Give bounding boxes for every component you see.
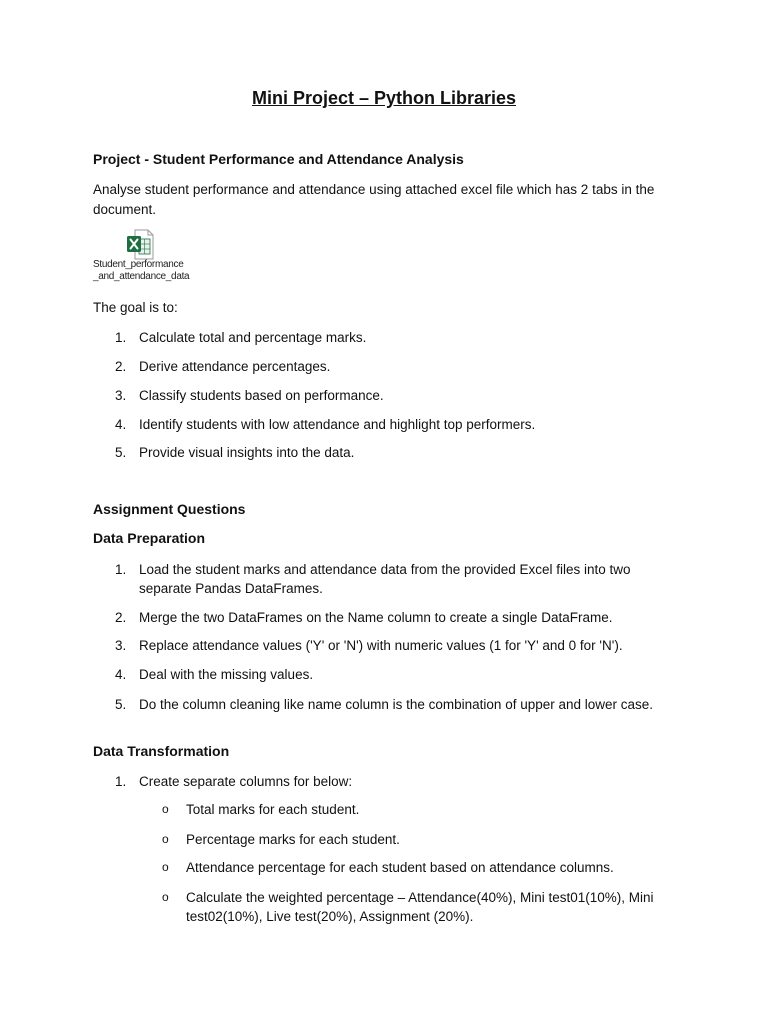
list-number: 4.: [115, 417, 127, 432]
list-number: 4.: [115, 667, 127, 682]
list-item-text: Merge the two DataFrames on the Name column to create a single DataFrame.: [139, 610, 613, 625]
list-item-text: Calculate total and percentage marks.: [139, 330, 367, 345]
list-number: 5.: [115, 697, 127, 712]
sub-list-item-text: Calculate the weighted percentage – Attendance(40%), Mini test01(10%), Mini test02(10%), Live test(20%), Assignment (20%).: [186, 890, 654, 924]
list-number: 2.: [115, 359, 127, 374]
sub-list-item-text: Attendance percentage for each student based on attendance columns.: [186, 860, 614, 875]
data-preparation-heading: Data Preparation: [93, 530, 206, 546]
list-item-text: Provide visual insights into the data.: [139, 445, 355, 460]
list-number: 3.: [115, 388, 127, 403]
attachment-filename: [93, 259, 193, 283]
attachment-filename-line1: Student_performance: [93, 259, 184, 270]
bullet-icon: o: [162, 802, 169, 816]
list-number: 1.: [115, 562, 127, 577]
sub-list-item-text: Percentage marks for each student.: [186, 832, 400, 847]
list-number: 5.: [115, 445, 127, 460]
list-item-text: Do the column cleaning like name column is the combination of upper and lower case.: [139, 697, 654, 712]
project-heading: Project - Student Performance and Attendance Analysis: [93, 151, 464, 167]
data-transformation-heading: Data Transformation: [93, 743, 230, 759]
list-number: 2.: [115, 610, 127, 625]
bullet-icon: o: [162, 860, 169, 874]
list-item-text: Derive attendance percentages.: [139, 359, 331, 374]
list-number: 1.: [115, 330, 127, 345]
sub-list-item-text: Total marks for each student.: [186, 802, 360, 817]
list-number: 1.: [115, 774, 127, 789]
bullet-icon: o: [162, 890, 169, 904]
goal-intro: The goal is to:: [93, 300, 178, 315]
list-number: 3.: [115, 638, 127, 653]
intro-paragraph: Analyse student performance and attendance using attached excel file which has 2 tabs in the document.: [93, 182, 655, 217]
excel-file-icon: [126, 229, 154, 260]
attachment-filename-line2: _and_attendance_data: [93, 271, 190, 282]
list-item-text: Replace attendance values ('Y' or 'N') with numeric values (1 for 'Y' and 0 for 'N').: [139, 638, 623, 653]
list-item-text: Create separate columns for below:: [139, 774, 353, 789]
bullet-icon: o: [162, 832, 169, 846]
assignment-heading: Assignment Questions: [93, 501, 246, 517]
list-item-text: Identify students with low attendance and highlight top performers.: [139, 417, 536, 432]
excel-attachment[interactable]: [93, 229, 203, 285]
list-item-text: Load the student marks and attendance data from the provided Excel files into two separate Pandas DataFrames.: [139, 562, 631, 596]
document-title: Mini Project – Python Libraries: [251, 88, 517, 108]
list-item-text: Deal with the missing values.: [139, 667, 314, 682]
list-item-text: Classify students based on performance.: [139, 388, 384, 403]
